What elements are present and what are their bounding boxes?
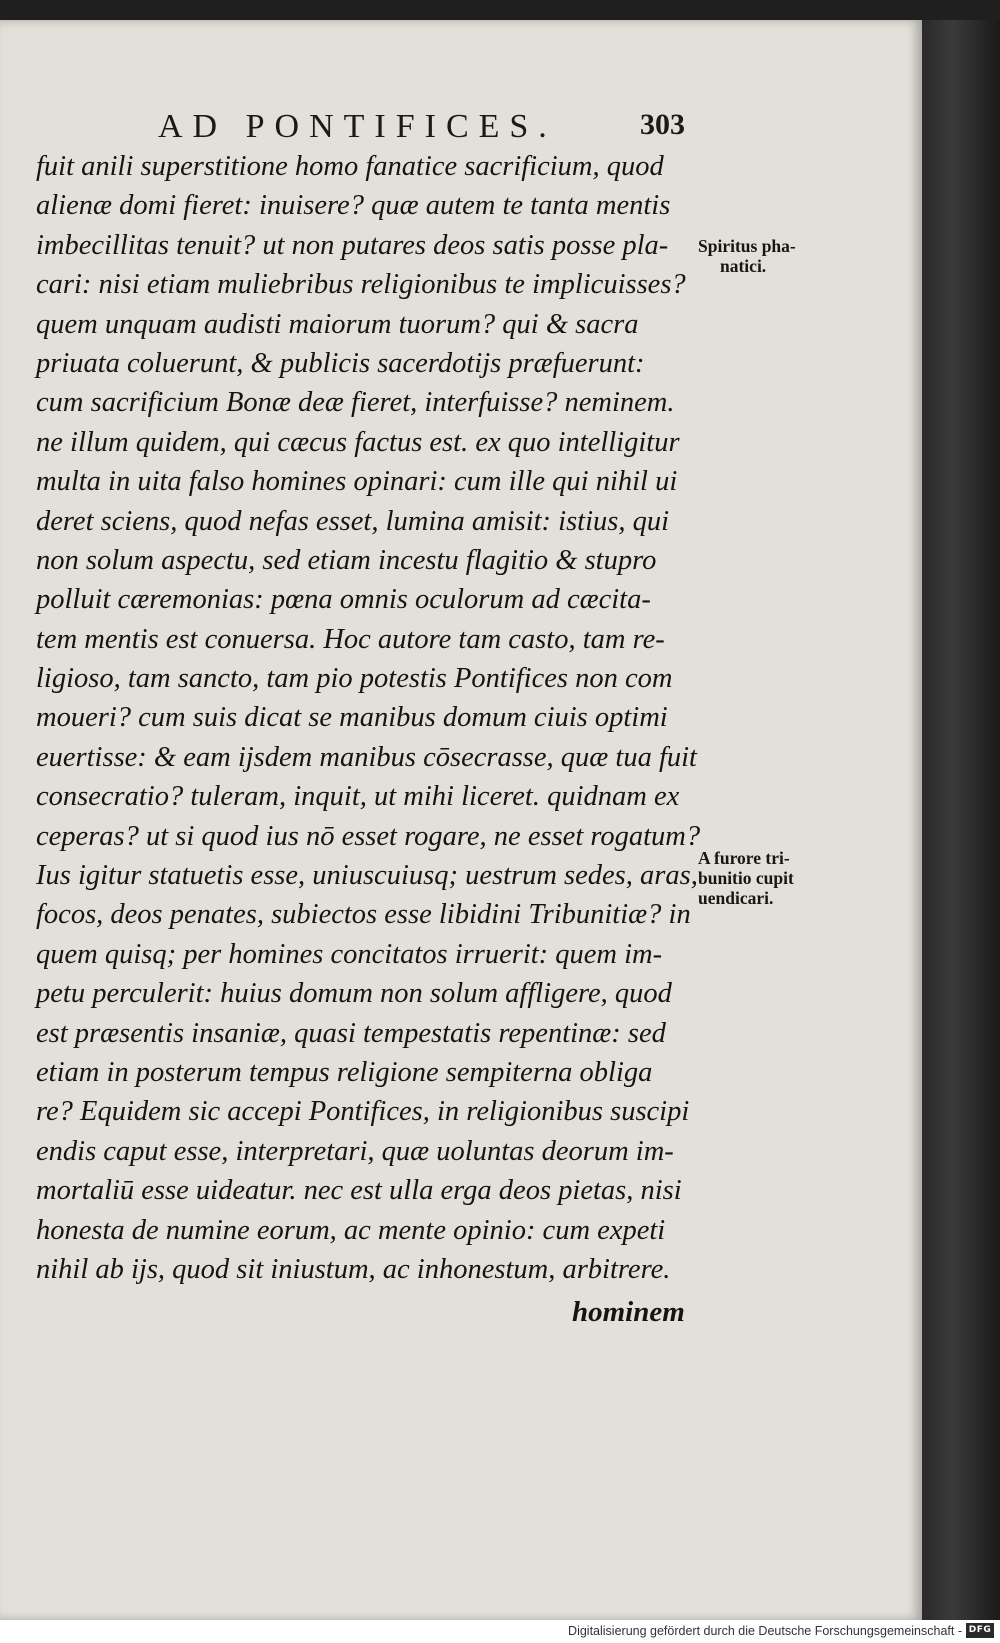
catchword: hominem (572, 1296, 685, 1328)
text-line: fuit anili superstitione homo fanatice sacrificium, quod (36, 151, 664, 182)
folio-number: 303 (640, 108, 685, 141)
marginal-note-line: bunitio cupit (698, 868, 794, 888)
text-line: multa in uita falso homines opinari: cum ille qui nihil ui (36, 466, 678, 498)
text-line: nihil ab ijs, quod sit iniustum, ac inhonestum, arbitrere. (36, 1253, 671, 1285)
text-line: imbecillitas tenuit? ut non putares deos satis posse pla- (36, 229, 669, 261)
dfg-logo-icon: DFG (966, 1623, 994, 1638)
text-line: cari: nisi etiam muliebribus religionibus te implicuisses? (36, 269, 686, 301)
marginal-note-line: uendicari. (698, 888, 774, 908)
text-line: euertisse: & eam ijsdem manibus cōsecrasse, quæ tua fuit (36, 741, 697, 773)
text-line: polluit cæremonias: pœna omnis oculorum ad cæcita- (36, 584, 651, 616)
marginal-note-line: natici. (720, 256, 767, 276)
text-line: alienæ domi fieret: inuisere? quæ autem te tanta mentis (36, 190, 671, 222)
text-line: focos, deos penates, subiectos esse libidini Tribunitiæ? in (36, 899, 691, 931)
text-line: priuata coluerunt, & publicis sacerdotijs præfuerunt: (36, 347, 645, 379)
text-line: tem mentis est conuersa. Hoc autore tam casto, tam re- (36, 623, 665, 655)
body-text (36, 147, 701, 1289)
text-line: deret sciens, quod nefas esset, lumina amisit: istius, qui (36, 505, 670, 537)
text-line: re? Equidem sic accepi Pontifices, in religionibus suscipi (36, 1096, 690, 1128)
text-line: ne illum quidem, qui cæcus factus est. ex quo intelligitur (36, 426, 680, 458)
digitization-footer (0, 1620, 1000, 1643)
marginal-note-furore (698, 848, 794, 908)
marginal-note-spiritus (698, 236, 796, 276)
text-line: est præsentis insaniæ, quasi tempestatis repentinæ: sed (36, 1017, 666, 1049)
text-line: petu perculerit: huius domum non solum affligere, quod (36, 978, 672, 1010)
running-head: AD PONTIFICES. (158, 108, 557, 145)
text-line: ligioso, tam sancto, tam pio potestis Pontifices non com (36, 663, 673, 695)
marginal-note-line: A furore tri- (698, 848, 790, 868)
text-line: endis caput esse, interpretari, quæ uoluntas deorum im- (36, 1135, 674, 1167)
text-line: honesta de numine eorum, ac mente opinio: cum expeti (36, 1214, 666, 1246)
text-line: mortaliū esse uideatur. nec est ulla erga deos pietas, nisi (36, 1175, 682, 1207)
text-line: quem unquam audisti maiorum tuorum? qui & sacra (36, 308, 639, 340)
book-gutter (922, 20, 1000, 1620)
text-line: Ius igitur statuetis esse, uniuscuiusq; uestrum sedes, aras, (36, 860, 698, 892)
text-line: quem quisq; per homines concitatos irruerit: quem im- (36, 938, 663, 970)
text-line: etiam in posterum tempus religione sempiterna obliga (36, 1056, 653, 1088)
text-line: ceperas? ut si quod ius nō esset rogare, ne esset rogatum? (36, 820, 701, 852)
text-line: consecratio? tuleram, inquit, ut mihi liceret. quidnam ex (36, 781, 680, 813)
funding-credit: Digitalisierung gefördert durch die Deutsche Forschungsgemeinschaft - (568, 1624, 962, 1638)
text-line: cum sacrificium Bonæ deæ fieret, interfuisse? neminem. (36, 387, 675, 419)
text-line: non solum aspectu, sed etiam incestu flagitio & stupro (36, 544, 657, 576)
text-line: moueri? cum suis dicat se manibus domum ciuis optimi (36, 702, 668, 734)
marginal-note-line: Spiritus pha- (698, 236, 796, 256)
